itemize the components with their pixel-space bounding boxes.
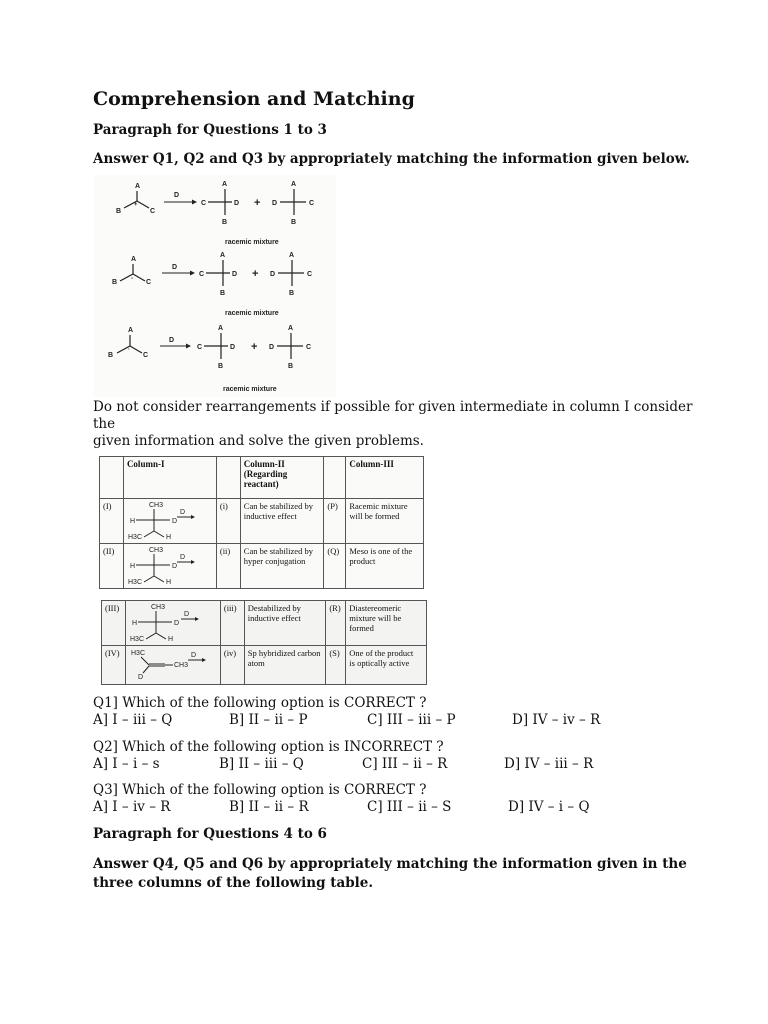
svg-text:A: A <box>220 252 226 259</box>
table-header-row <box>100 457 424 499</box>
svg-text:B: B <box>289 290 295 297</box>
svg-text:C: C <box>199 271 205 278</box>
svg-text:D: D <box>270 271 276 278</box>
molecule-iv <box>125 646 220 685</box>
column-1-header: Column-I <box>123 457 216 499</box>
reagent-label: D <box>174 192 180 199</box>
svg-text:B: B <box>288 363 294 370</box>
svg-text:H3C: H3C <box>127 579 142 584</box>
svg-text:C: C <box>197 344 203 351</box>
svg-text:B: B <box>218 363 224 370</box>
q2-option-a[interactable]: A] I – i – s <box>93 756 160 772</box>
svg-text:+: + <box>134 202 138 208</box>
matching-table-part-1 <box>99 456 424 589</box>
svg-text:H: H <box>131 620 138 627</box>
label-a: A <box>135 183 141 190</box>
svg-text:D: D <box>179 554 185 561</box>
svg-text:D: D <box>272 200 278 207</box>
q1-option-c[interactable]: C] III – iii – P <box>367 712 456 728</box>
caption-racemic-3: racemic mixture <box>223 386 277 393</box>
paragraph-heading-1: Paragraph for Questions 1 to 3 <box>93 122 327 138</box>
svg-text:D: D <box>172 264 178 271</box>
svg-text:C: C <box>143 352 149 359</box>
q1-option-a[interactable]: A] I – iii – Q <box>93 712 173 728</box>
svg-text:D: D <box>171 518 177 525</box>
svg-text:+: + <box>252 268 259 280</box>
instruction-1: Answer Q1, Q2 and Q3 by appropriately matching the information given below. <box>93 151 690 167</box>
instruction-2-line-1: Answer Q4, Q5 and Q6 by appropriately matching the information given in the <box>93 856 687 872</box>
svg-text:D: D <box>169 337 175 344</box>
q2-option-b[interactable]: B] II – iii – Q <box>219 756 304 772</box>
svg-text:A: A <box>218 325 224 332</box>
scheme-row-3 <box>108 325 311 393</box>
svg-text:C: C <box>307 271 313 278</box>
svg-text:D: D <box>269 344 275 351</box>
svg-text:H: H <box>129 518 135 525</box>
scheme-row-1 <box>116 181 314 246</box>
reaction-scheme-svg <box>94 175 336 397</box>
svg-text:CH3: CH3 <box>148 547 163 554</box>
q3-option-c[interactable]: C] III – ii – S <box>367 799 452 815</box>
note-line-2: given information and solve the given problems. <box>93 433 424 449</box>
svg-text:A: A <box>128 327 134 334</box>
page-title: Comprehension and Matching <box>93 88 415 110</box>
label-b: B <box>116 208 122 215</box>
svg-text:H: H <box>129 563 135 570</box>
scheme-row-2 <box>112 252 312 317</box>
table-row-2: (II) CH3 H D H3C H D (ii) Can be stabilized by hyper conjugation (Q) Meso is one of the product <box>100 544 424 589</box>
q1-option-d[interactable]: D] IV – iv – R <box>512 712 601 728</box>
svg-text:·: · <box>128 347 130 353</box>
svg-text:H3C: H3C <box>129 636 144 641</box>
table-row-1: (I) CH3 H D H3C H D (i) Can be stabilized by inductive effect (P) Racemic mixture will be formed <box>100 499 424 544</box>
molecule-iii <box>125 601 220 646</box>
svg-text:B: B <box>291 219 297 226</box>
svg-text:D: D <box>137 674 144 680</box>
svg-text:A: A <box>222 181 228 188</box>
q1-option-b[interactable]: B] II – ii – P <box>229 712 308 728</box>
svg-text:CH3: CH3 <box>148 502 163 509</box>
caption-racemic-1: racemic mixture <box>225 239 279 246</box>
svg-text:C: C <box>309 200 315 207</box>
svg-text:D: D <box>232 271 238 278</box>
q3-option-d[interactable]: D] IV – i – Q <box>508 799 590 815</box>
column-3-header: Column-III <box>346 457 424 499</box>
svg-text:C: C <box>306 344 312 351</box>
q2-option-d[interactable]: D] IV – iii – R <box>504 756 594 772</box>
svg-text:A: A <box>289 252 295 259</box>
svg-text:D: D <box>171 563 177 570</box>
svg-text:H: H <box>167 636 174 641</box>
svg-text:B: B <box>112 279 118 286</box>
svg-text:CH3: CH3 <box>173 662 188 669</box>
caption-racemic-2: racemic mixture <box>225 310 279 317</box>
q3-option-b[interactable]: B] II – ii – R <box>229 799 309 815</box>
svg-text:C: C <box>146 279 152 286</box>
svg-text:D: D <box>183 611 190 618</box>
svg-text:A: A <box>291 181 297 188</box>
question-3: Q3] Which of the following option is CORRECT ? <box>93 782 427 798</box>
reaction-scheme-figure <box>94 175 336 397</box>
column-2-header: Column-II (Regarding reactant) <box>240 457 324 499</box>
svg-text:H: H <box>165 534 171 539</box>
svg-text:D: D <box>173 620 180 627</box>
svg-text:H: H <box>165 579 171 584</box>
note-text <box>93 399 693 450</box>
svg-text:D: D <box>190 652 197 659</box>
molecule-ii <box>123 544 216 589</box>
question-2: Q2] Which of the following option is INCORRECT ? <box>93 739 444 755</box>
svg-text:B: B <box>222 219 228 226</box>
svg-text:H3C: H3C <box>130 650 145 657</box>
svg-text:CH3: CH3 <box>150 604 165 611</box>
svg-text:D: D <box>179 509 185 516</box>
question-1: Q1] Which of the following option is CORRECT ? <box>93 695 427 711</box>
matching-table-part-2 <box>101 600 427 685</box>
table-row-3: (III) CH3 H D H3C H D (iii) Destabilized by inductive effect (R) Diastereomeric mixture will be formed <box>102 601 427 646</box>
svg-text:-: - <box>131 276 133 282</box>
svg-text:H3C: H3C <box>127 534 142 539</box>
table-row-4: (IV) H3C CH3 D D (iv) Sp hybridized carbon atom (S) One of the product is optically active <box>102 646 427 685</box>
svg-text:D: D <box>230 344 236 351</box>
svg-text:A: A <box>288 325 294 332</box>
svg-text:A: A <box>131 256 137 263</box>
svg-text:B: B <box>220 290 226 297</box>
svg-text:B: B <box>108 352 114 359</box>
label-c: C <box>150 208 156 215</box>
svg-text:D: D <box>234 200 240 207</box>
svg-text:C: C <box>201 200 207 207</box>
molecule-i <box>123 499 216 544</box>
svg-text:+: + <box>254 197 261 209</box>
q3-option-a[interactable]: A] I – iv – R <box>93 799 171 815</box>
paragraph-heading-2: Paragraph for Questions 4 to 6 <box>93 826 327 842</box>
svg-text:+: + <box>251 341 258 353</box>
instruction-2-line-2: three columns of the following table. <box>93 875 374 891</box>
instruction-2 <box>93 855 687 893</box>
note-line-1: Do not consider rearrangements if possible for given intermediate in column I consider the <box>93 399 693 432</box>
q2-option-c[interactable]: C] III – ii – R <box>362 756 448 772</box>
